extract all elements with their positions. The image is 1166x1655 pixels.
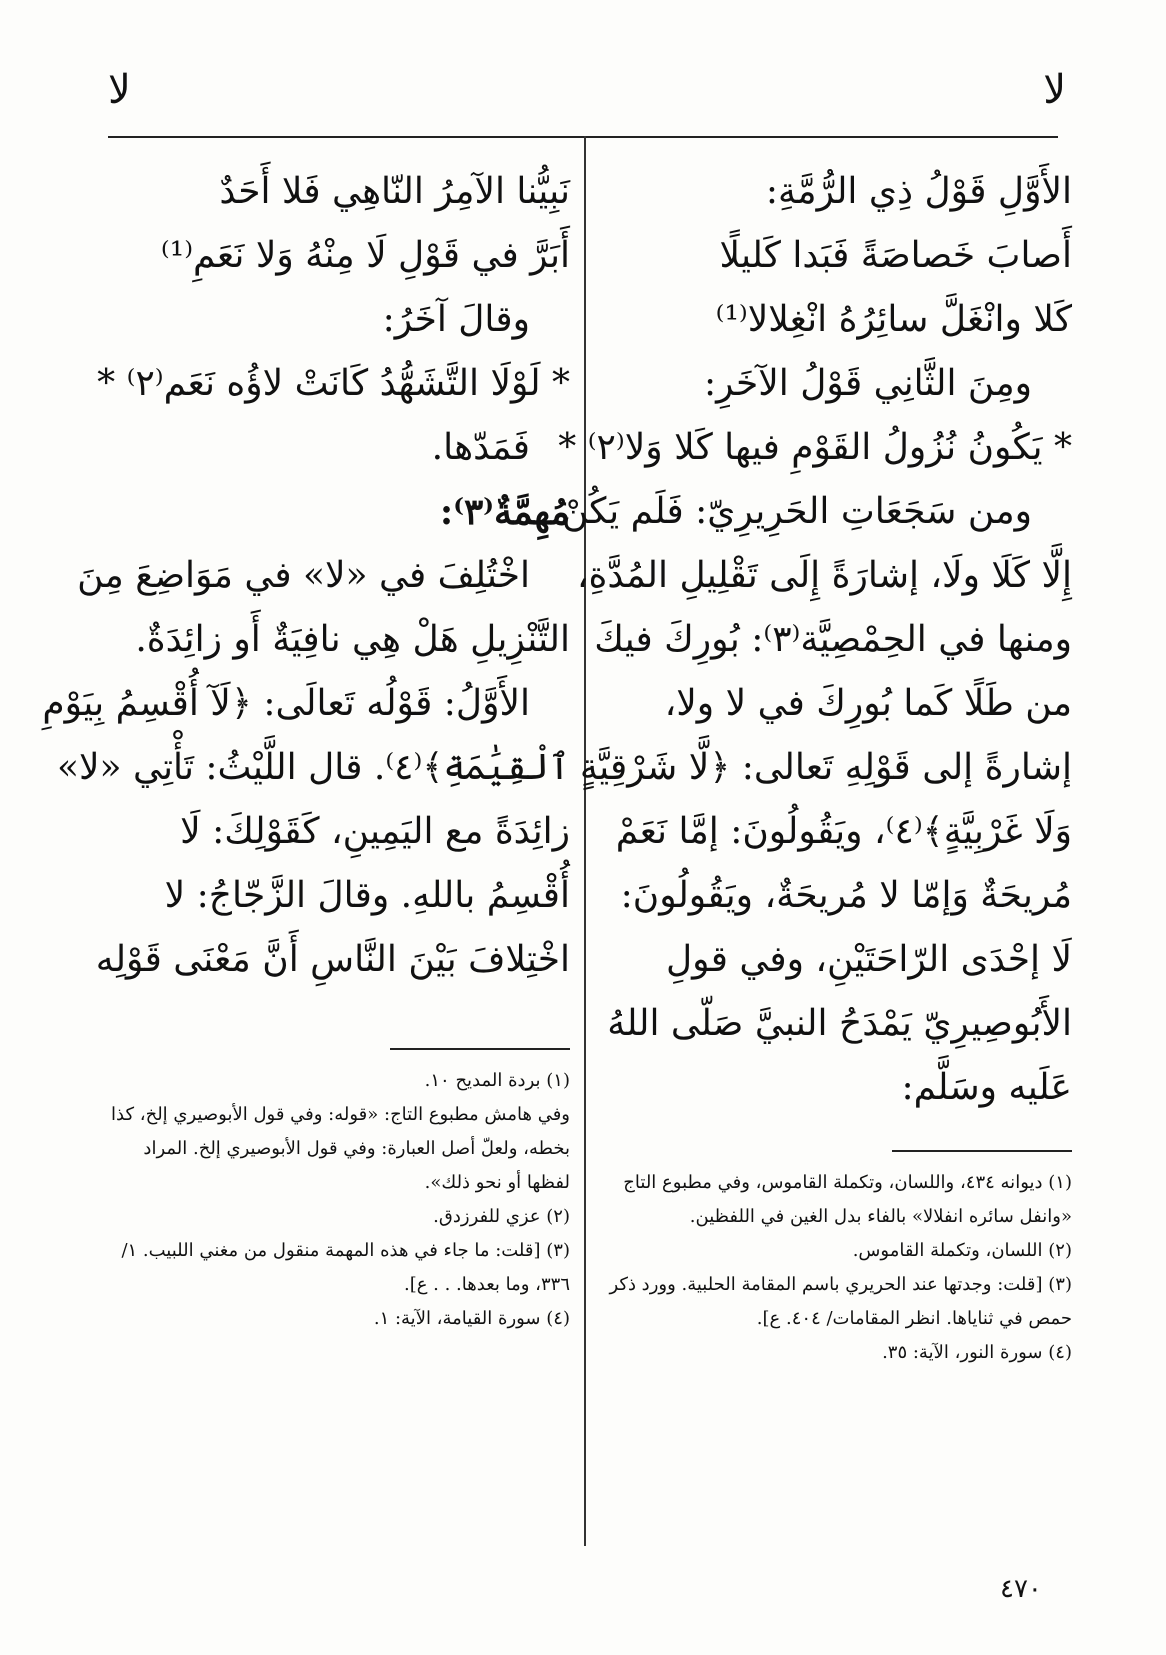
section-heading: مُهِمَّةٌ⁽٣⁾: bbox=[439, 491, 570, 533]
text-line: من طَلًا كَما بُورِكَ في لا ولا، bbox=[664, 683, 1072, 724]
text-line: لَا إحْدَى الرّاحَتَيْنِ، وفي قولِ bbox=[665, 939, 1072, 980]
text-line: وقالَ آخَرُ: bbox=[382, 299, 530, 340]
text-line: زائِدَةً مع اليَمِينِ، كَقَوْلِكَ: لَا bbox=[180, 811, 570, 852]
running-header-right: لا bbox=[1043, 67, 1066, 113]
footnote-text: بردة المديح ١٠. bbox=[424, 1070, 541, 1091]
footnote bbox=[108, 1302, 570, 1336]
footnote bbox=[108, 1098, 570, 1200]
footnote bbox=[108, 1234, 570, 1302]
verse-line: أَصابَ خَصاصَةً فَبَدا كَليلًا bbox=[719, 235, 1072, 276]
footnote bbox=[600, 1234, 1072, 1268]
footnote-number: (١) bbox=[1048, 1172, 1072, 1193]
footnote-text: سورة النور، الآية: ٣٥. bbox=[882, 1342, 1043, 1363]
footnote-number: (٣) bbox=[1048, 1274, 1072, 1295]
text-line: ومِنَ الثَّانِي قَوْلُ الآخَرِ: bbox=[704, 363, 1032, 404]
footnote bbox=[600, 1336, 1072, 1370]
text-line: وَلَا غَرْبِيَّةٍ﴾⁽٤⁾، ويَقُولُونَ: إمَّا نَعَمْ bbox=[615, 811, 1072, 852]
footnote-text: سورة القيامة، الآية: ١. bbox=[373, 1308, 541, 1329]
text-line: الأَبُوصِيرِيّ يَمْدَحُ النبيَّ صَلّى اللهُ bbox=[607, 1003, 1072, 1044]
footnote-text: [قلت: وجدتها عند الحريري باسم المقامة الحلبية. وورد ذكر حمص في ثناياها. انظر المقامات/ ٤٠٤. ع]. bbox=[609, 1274, 1072, 1329]
footnote bbox=[600, 1166, 1072, 1234]
text-line: إِلَّا كَلَا ولَا، إشارَةً إِلَى تَقْلِيلِ المُدَّةِ، bbox=[576, 555, 1072, 596]
verse-line: كَلا وانْغَلَّ سائِرُهُ انْغِلالا⁽¹⁾ bbox=[715, 299, 1072, 340]
footnote-text: [قلت: ما جاء في هذه المهمة منقول من مغني اللبيب. ١/ ٣٣٦، وما بعدها. . . ع]. bbox=[121, 1240, 570, 1295]
verse-line: * لَوْلَا التَّشَهُّدُ كَانَتْ لاؤُه نَعَم⁽٢⁾ * bbox=[97, 363, 570, 404]
footnote bbox=[600, 1268, 1072, 1336]
footnote bbox=[108, 1200, 570, 1234]
text-line: اخْتُلِفَ في «لا» في مَوَاضِعَ مِنَ bbox=[77, 555, 530, 596]
text-line: ٱلْقِيَٰمَةِ﴾⁽٤⁾. قال اللَّيْثُ: تَأْتِي «لا» bbox=[56, 747, 570, 788]
header-rule bbox=[108, 136, 1058, 138]
verse-line: * يَكُونُ نُزُولُ القَوْمِ فيها كَلا وَلا⁽٢⁾ * bbox=[558, 427, 1072, 468]
footnote-text: ديوانه ٤٣٤، واللسان، وتكملة القاموس، وفي مطبوع التاج «وانفل سائره انفلالا» بالفاء بدل الغين في اللفظين. bbox=[623, 1172, 1072, 1227]
footnote bbox=[108, 1064, 570, 1098]
page-number: ٤٧٠ bbox=[1000, 1574, 1042, 1604]
right-column bbox=[558, 160, 1072, 1370]
footnote-rule bbox=[390, 1048, 570, 1050]
text-line: اخْتِلافَ بَيْنَ النَّاسِ أَنَّ مَعْنَى قَوْلِه bbox=[95, 939, 570, 980]
text-line: عَلَيه وسَلَّم: bbox=[901, 1067, 1072, 1108]
verse-line: نَبِيُّنا الآمِرُ النّاهِي فَلا أَحَدٌ bbox=[219, 171, 570, 212]
text-line: مُريحَةٌ وَإمّا لا مُريحَةٌ، ويَقُولُونَ: bbox=[620, 875, 1072, 916]
text-line: التَّنْزِيلِ هَلْ هِي نافِيَةٌ أَو زائِدَةٌ. bbox=[135, 619, 570, 660]
footnote-number: (١) bbox=[546, 1070, 570, 1091]
footnotes bbox=[600, 1166, 1072, 1370]
footnote-number: (٤) bbox=[546, 1308, 570, 1329]
footnote-number: (٤) bbox=[1048, 1342, 1072, 1363]
running-header-left: لا bbox=[108, 67, 131, 113]
text-line: إشارةً إلى قَوْلِهِ تَعالى: ﴿لَّا شَرْقِيَّةٍ bbox=[579, 747, 1072, 788]
text-line: الأَوَّلُ: قَوْلُه تَعالَى: ﴿لَآ أُقْسِمُ بِيَوْمِ bbox=[42, 683, 530, 724]
text-line: فَمَدّها. bbox=[431, 427, 530, 468]
footnote-number: (٢) bbox=[546, 1206, 570, 1227]
footnotes bbox=[108, 1064, 570, 1336]
footnote-rule bbox=[892, 1150, 1072, 1152]
text-line: ومنها في الحِمْصِيَّة⁽٣⁾: بُورِكَ فيكَ bbox=[594, 619, 1072, 660]
footnote-text: اللسان، وتكملة القاموس. bbox=[852, 1240, 1043, 1261]
footnote-number: (٢) bbox=[1048, 1240, 1072, 1261]
verse-line: أَبَرَّ في قَوْلِ لَا مِنْهُ وَلا نَعَمِ⁽¹⁾ bbox=[160, 235, 570, 276]
text-line: أُقْسِمُ باللهِ. وقالَ الزَّجّاجُ: لا bbox=[164, 875, 570, 916]
footnote-text: عزي للفرزدق. bbox=[433, 1206, 541, 1227]
text-line: الأَوَّلِ قَوْلُ ذِي الرُّمَّةِ: bbox=[765, 171, 1072, 212]
text-line: ومن سَجَعَاتِ الحَرِيرِيّ: فَلَم يَكُنْ bbox=[561, 491, 1032, 532]
column-divider bbox=[584, 136, 586, 1546]
left-column bbox=[42, 160, 570, 1336]
footnote-number: (٣) bbox=[546, 1240, 570, 1261]
footnote-text: وفي هامش مطبوع التاج: «قوله: وفي قول الأبوصيري إلخ، كذا بخطه، ولعلّ أصل العبارة: وفي قول الأبوصيري إلخ. المراد لفظها أو نحو ذلك». bbox=[111, 1104, 570, 1193]
